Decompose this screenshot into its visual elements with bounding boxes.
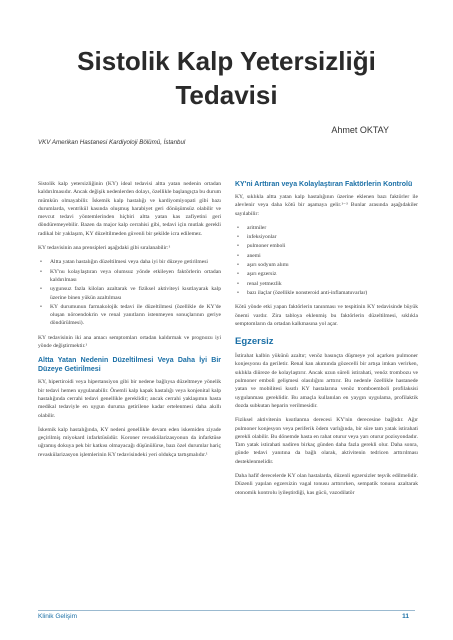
list-item: • aşırı egzersiz [247, 270, 418, 278]
factors-list [235, 224, 418, 297]
section-heading: Egzersiz [235, 336, 274, 348]
list-item: • bazı ilaçlar (özellikle nonsteroid anti-inflamatuvarlar) [247, 289, 418, 297]
principles-list [38, 258, 221, 327]
list-item: • aşırı sodyum alımı [247, 261, 418, 269]
list-item: • aritmiler [247, 224, 418, 232]
left-column [38, 180, 221, 465]
footer-divider [38, 610, 415, 611]
right-column [235, 180, 418, 503]
list-item: • Altta yatan hastalığın düzeltilmesi veya daha iyi bir düzeye getirilmesi [50, 258, 221, 266]
author-affiliation: VKV Amerikan Hastanesi Kardiyoloji Bölümü, İstanbul [38, 139, 186, 146]
section-heading: Altta Yatan Nedenin Düzeltilmesi Veya Daha İyi Bir Düzeye Getirilmesi [38, 357, 221, 374]
paragraph: İskemik kalp hastalığında, KY nedeni genellikle devam eden iskemiden ziyade geçirilmiş miyokard infarktüsüdür. Koroner revaskülarizasyonun da infarktüse uğramış dokuya pek bir katkısı olmayacağı düşünülürse, bazı özel durumlar hariç revaskülarizasyon işlemlerinin KY tedavisindeki yeri oldukça tartışmalıdır.¹ [38, 426, 221, 458]
paragraph: Kötü yönde etki yapan faktörlerin tanınması ve tespitinin KY tedavisinde büyük önemi vardır. Zira tabloya eklenmiş bu faktörlerin düzeltilmesi, sıklıkla semptomların da ortadan kalkmasına yol açar. [235, 304, 418, 327]
list-item: • pulmoner emboli [247, 242, 418, 250]
paragraph: KY tedavisinin iki ana amacı semptomları ortadan kaldırmak ve prognozu iyi yönde değiştirmektir.¹ [38, 334, 221, 350]
page-number: 11 [402, 613, 409, 620]
list-item: • infeksiyonlar [247, 233, 418, 241]
list-item: • KY'nu kolaylaştıran veya olumsuz yönde etkileyen faktörlerin ortadan kaldırılması [50, 268, 221, 285]
author-name: Ahmet OKTAY [331, 125, 389, 135]
paragraph: KY tedavisinin ana prensipleri aşağıdaki gibi sıralanabilir:¹ [38, 245, 171, 252]
list-item: • anemi [247, 252, 418, 260]
list-item: • renal yetmezlik [247, 280, 418, 288]
title-line-2: Tedavisi [175, 80, 278, 110]
article-title [0, 44, 453, 112]
title-line-1: Sistolik Kalp Yetersizliği [77, 46, 376, 76]
paragraph: Fiziksel aktivitenin kısıtlanma derecesi KY'nin derecesine bağlıdır. Ağır pulmoner konjesyon veya periferik ödem varlığında, bir süre tam yatak istirahati gerekli olabilir. Bu dönemde hasta en rahat oturur veya yarı oturur pozisyondadır. Tam yatak istirahati nadiren birkaç günden daha fazla gerekli olur. Daha sonra, günde tedavi yanıtına da bağlı olarak, aktivitenin tedricen arttırılması desteklenmelidir. [235, 417, 418, 465]
section-heading: KY'ni Arttıran veya Kolaylaştıran Faktörlerin Kontrolü [235, 181, 413, 188]
paragraph: Sistolik kalp yetersizliğinin (KY) ideal tedavisi altta yatan nedenin ortadan kaldırılmasıdır. Ancak değişik nedenlerden dolayı, özellikle başlangıçta bu durum mümkün olmayabilir. İskemik kalp hastalığı ve kardiyomiyopati gibi bazı durumlarda, ventrikül kasında oluşmuş harabiyet geri dönüşümsüz olabilir ve mevcut tedavi yöntemlerinden hiçbiri altta yatan kas zafiyetini geri döndüremeyebilir. Bazen da major kalp cerrahisi gibi, tedavi için mutlak gerekli radikal bir yaklaşım, KY düzeltilmeden güvenli bir şekilde icra edilemez. [38, 181, 221, 237]
paragraph: KY, hipertiroidi veya hipertansiyon gibi bir nedene bağlıysa düzeltmeye yönelik bir tedavi hemen uygulanabilir. Önemli kalp kapak hastalığı veya konjenital kalp hastalığında cerrahi tedavi genellikle gereklidir; ancak cerrahi yaklaşımın hasta medikal tedaviyle en uygun duruma getirilene kadar ertelenmesi daha akıllı olabilir. [38, 379, 221, 419]
list-item: • uygunsuz fazla kilolan azaltarak ve fiziksel aktiviteyi kısıtlayarak kalp üzerine binen yükün azaltılması [50, 285, 221, 302]
list-item: • KY durumunun farmakolojik tedavi ile düzeltilmesi (özellikle de KY'de oluşan nöroendokrin ve renal yanıtların istenmeyen sonuçlarının geriye döndürülmesi). [50, 303, 221, 328]
journal-name: Klinik Gelişim [38, 613, 78, 620]
paragraph: Daha hafif derecelerde KY olan hastalarda, düzenli egzersizler teşvik edilmelidir. Düzenli yapılan egzersizin vagal tonusu arttırırken, sempatik tonusu azaltarak otonomik kontrolu iyileştirdiği, kas gücü, vazodilatör [235, 473, 418, 496]
paragraph: KY, sıklıkla altta yatan kalp hastalığının üzerine eklenen bazı faktörler ile alevlenir veya daha kötü bir aşamaya gelir.¹⁻³ Bunlar arasında aşağıdakiler sayılabilir: [235, 194, 418, 217]
paragraph: İstirahat kalbin yükünü azaltır; venöz basınçta düşmeye yol açarken pulmoner konjesyonu da geriletir. Renal kan akımında gözecelli bir artışa imkan verirken, sıklıkla diüreze de kolaylaştırır. Ancak uzun süreli istirahati, venöz trombozu ve pulmoner emboli gelişmesi olasılığını arttırır. Bu nedenle özellikle hastanede yatan ve mobilitesi kısıtlı KY hastalarına venöz tromboemboli profilaksisi uygulanması gereklidir. Bu amaçla kullanılan en yaygın uygulama, profilaktik dozda subkutan heparin verilmesidir. [235, 353, 418, 409]
